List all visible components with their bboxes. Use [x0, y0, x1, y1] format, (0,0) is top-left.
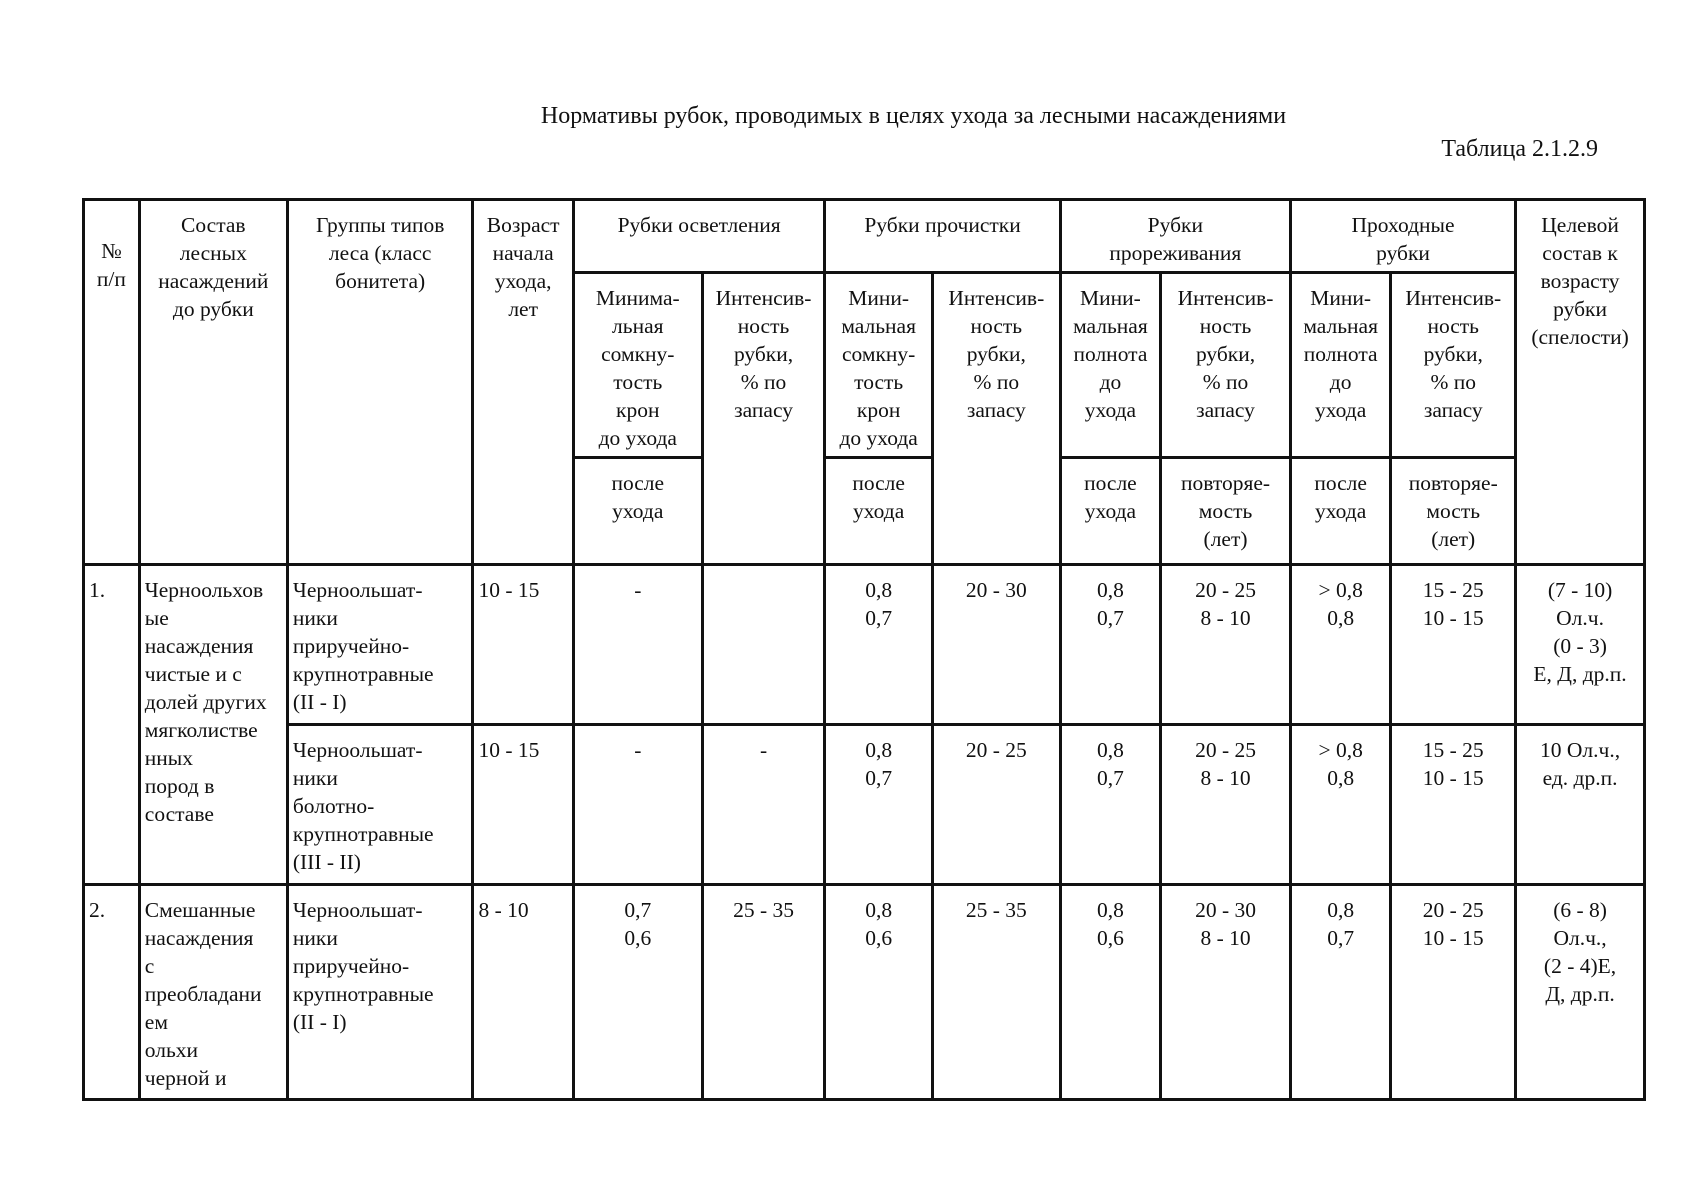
header-composition: Состав лесных насаждений до рубки — [139, 200, 287, 565]
header-target: Целевой состав к возрасту рубки (спелости) — [1516, 200, 1645, 565]
row-target: (7 - 10) Ол.ч. (0 - 3) Е, Д, др.п. — [1516, 565, 1645, 725]
header-osv-after: после ухода — [573, 458, 702, 565]
row-prr-min: 0,8 0,7 — [1060, 565, 1160, 725]
header-prr-min: Мини- мальная полнота до ухода — [1060, 273, 1160, 458]
row-age: 10 - 15 — [473, 725, 573, 885]
header-prokhodnye: Проходные рубки — [1290, 200, 1515, 273]
row-pro-min: 0,8 0,7 — [825, 725, 933, 885]
row-osv-int: - — [702, 725, 825, 885]
row-age: 10 - 15 — [473, 565, 573, 725]
header-pro-min: Мини- мальная сомкну- тость крон до ухода — [825, 273, 933, 458]
header-osv-min: Минима- льная сомкну- тость крон до ухода — [573, 273, 702, 458]
header-num: № п/п — [84, 200, 140, 565]
row-prh-int: 20 - 25 10 - 15 — [1391, 885, 1516, 1100]
row-pro-int: 20 - 25 — [932, 725, 1060, 885]
header-prr-repeat: повторяе- мость (лет) — [1161, 458, 1291, 565]
header-osvetleniya: Рубки осветления — [573, 200, 825, 273]
header-prh-min: Мини- мальная полнота до ухода — [1290, 273, 1390, 458]
row-pro-min: 0,8 0,7 — [825, 565, 933, 725]
header-prh-repeat: повторяе- мость (лет) — [1391, 458, 1516, 565]
row-osv-min: - — [573, 725, 702, 885]
row-num: 2. — [84, 885, 140, 1100]
row-prr-int: 20 - 30 8 - 10 — [1161, 885, 1291, 1100]
row-pro-int: 25 - 35 — [932, 885, 1060, 1100]
row-osv-int — [702, 565, 825, 725]
table-row — [84, 565, 1645, 725]
header-osv-int: Интенсив- ность рубки, % по запасу — [702, 273, 825, 565]
row-prh-min: 0,8 0,7 — [1290, 885, 1390, 1100]
row-prr-min: 0,8 0,6 — [1060, 885, 1160, 1100]
row-num: 1. — [84, 565, 140, 885]
row-osv-int: 25 - 35 — [702, 885, 825, 1100]
header-forest-types: Группы типов леса (класс бонитета) — [287, 200, 473, 565]
row-prr-int: 20 - 25 8 - 10 — [1161, 565, 1291, 725]
row-target: 10 Ол.ч., ед. др.п. — [1516, 725, 1645, 885]
header-row-1 — [84, 200, 1645, 273]
row-prr-min: 0,8 0,7 — [1060, 725, 1160, 885]
norms-table — [82, 198, 1646, 1101]
table-number: Таблица 2.1.2.9 — [1441, 136, 1598, 162]
document-title: Нормативы рубок, проводимых в целях ухода за лесными насаждениями — [540, 103, 1287, 129]
row-prr-int: 20 - 25 8 - 10 — [1161, 725, 1291, 885]
row-forest-type: Черноольшат- ники болотно- крупнотравные (III - II) — [287, 725, 473, 885]
table-row — [84, 725, 1645, 885]
header-prochistki: Рубки прочистки — [825, 200, 1060, 273]
header-prr-int: Интенсив- ность рубки, % по запасу — [1161, 273, 1291, 458]
header-prr-after: после ухода — [1060, 458, 1160, 565]
row-prh-min: > 0,8 0,8 — [1290, 725, 1390, 885]
header-start-age: Возраст начала ухода, лет — [473, 200, 573, 565]
row-forest-type: Черноольшат- ники приручейно- крупнотравные (II - I) — [287, 885, 473, 1100]
row-age: 8 - 10 — [473, 885, 573, 1100]
row-composition: Смешанные насаждения с преобладани ем ольхи черной и — [139, 885, 287, 1100]
row-osv-min: 0,7 0,6 — [573, 885, 702, 1100]
header-pro-int: Интенсив- ность рубки, % по запасу — [932, 273, 1060, 565]
row-prh-min: > 0,8 0,8 — [1290, 565, 1390, 725]
table-row — [84, 885, 1645, 1100]
row-pro-min: 0,8 0,6 — [825, 885, 933, 1100]
row-pro-int: 20 - 30 — [932, 565, 1060, 725]
header-prh-after: после ухода — [1290, 458, 1390, 565]
header-pro-after: после ухода — [825, 458, 933, 565]
row-prh-int: 15 - 25 10 - 15 — [1391, 565, 1516, 725]
header-prh-int: Интенсив- ность рубки, % по запасу — [1391, 273, 1516, 458]
header-prorezhivaniya: Рубки прореживания — [1060, 200, 1290, 273]
row-target: (6 - 8) Ол.ч., (2 - 4)Е, Д, др.п. — [1516, 885, 1645, 1100]
row-prh-int: 15 - 25 10 - 15 — [1391, 725, 1516, 885]
row-osv-min: - — [573, 565, 702, 725]
row-forest-type: Черноольшат- ники приручейно- крупнотравные (II - I) — [287, 565, 473, 725]
row-composition: Черноольхов ые насаждения чистые и с долей других мягколистве нных пород в составе — [139, 565, 287, 885]
